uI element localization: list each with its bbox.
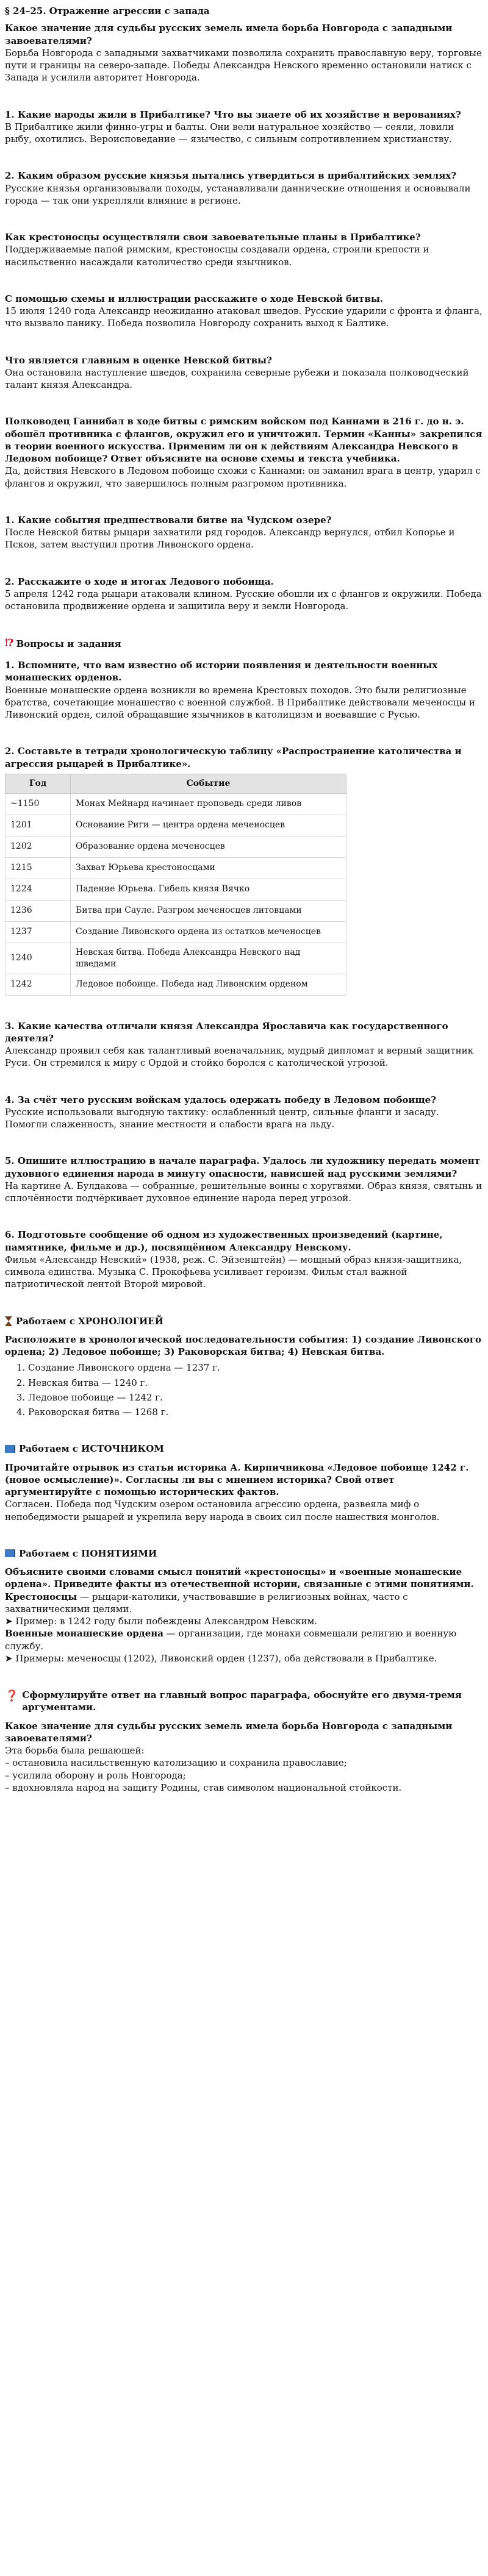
qa-block [5, 415, 483, 490]
cell-event: Создание Ливонского ордена из остатков меченосцев [71, 921, 346, 943]
sources-block [5, 1443, 483, 1523]
question: С помощью схемы и иллюстрации расскажите о ходе Невской битвы. [5, 293, 384, 304]
question: Какое значение для судьбы русских земель имела борьба Новгорода с западными завоевателями? [5, 23, 453, 46]
cell-year: 1242 [5, 974, 71, 995]
tasks-heading [5, 637, 483, 651]
cell-event: Ледовое побоище. Победа над Ливонским орденом [71, 974, 346, 995]
sources-heading-label: Работаем с ИСТОЧНИКОМ [19, 1443, 164, 1455]
table-row [5, 900, 346, 921]
final-heading-label: Сформулируйте ответ на главный вопрос параграфа, обоснуйте его двумя-тремя аргументами. [22, 1689, 462, 1713]
question: 1. Какие события предшествовали битве на Чудском озере? [5, 514, 332, 526]
cell-event: Захват Юрьева крестоносцами [71, 857, 346, 879]
chrono-table [5, 774, 346, 996]
final-intro: Эта борьба была решающей: [5, 1745, 145, 1757]
concept-definition [5, 1627, 483, 1652]
answer: Военные монашеские ордена возникли во времена Крестовых походов. Это были религиозные братства, сочетающие монашество с военной службой. В Прибалтике действовали меченосцы и Ливонский орден, силой обращавшие язычников в католицизм и воевавшие с Русью. [5, 684, 475, 721]
chronology-block [5, 1315, 483, 1419]
hourglass-icon [5, 1316, 12, 1326]
cell-event: Битва при Сауле. Разгром меченосцев литовцами [71, 900, 346, 921]
list-item: 1. Создание Ливонского ордена — 1237 г. [28, 1361, 483, 1374]
qa-block [5, 293, 483, 330]
table-row [5, 857, 346, 879]
cell-year: 1215 [5, 857, 71, 879]
final-point: – остановила насильственную католизацию и сохранила православие; [5, 1757, 347, 1769]
cell-year: 1236 [5, 900, 71, 921]
concept-example: ➤ Пример: в 1242 году были побеждены Александром Невским. [5, 1616, 318, 1627]
question: 2. Каким образом русские князья пытались утвердиться в прибалтийских землях? [5, 170, 457, 182]
list-item: 3. Ледовое побоище — 1242 г. [28, 1391, 483, 1404]
concepts-task: Объясните своими словами смысл понятий «крестоносцы» и «военные монашеские ордена». Приведите факты из отечественной истории, связанные с этими понятиями. [5, 1566, 474, 1590]
cell-year: 1201 [5, 815, 71, 836]
question: Как крестоносцы осуществляли свои завоевательные планы в Прибалтике? [5, 232, 421, 243]
question: 3. Какие качества отличали князя Александра Ярославича как государственного деятеля? [5, 1020, 448, 1044]
table-row [5, 943, 346, 974]
qa-block [5, 22, 483, 84]
table-row [5, 815, 346, 836]
concept-example: ➤ Примеры: меченосцы (1202), Ливонский орден (1237), оба действовали в Прибалтике. [5, 1652, 437, 1664]
question: 2. Составьте в тетради хронологическую таблицу «Распространение католичества и агрессия рыцарей в Прибалтике». [5, 746, 462, 769]
book-icon [5, 1549, 15, 1557]
question-mark-icon: ❓ [5, 1689, 19, 1703]
chronology-task: Расположите в хронологической последовательности события: 1) создание Ливонского ордена; 2) Ледовое побоище; 3) Раковорская битва; 4) Невская битва. [5, 1333, 482, 1358]
cell-year: 1240 [5, 943, 71, 974]
qa-block [5, 1094, 483, 1131]
answer: Александр проявил себя как талантливый военачальник, мудрый дипломат и верный защитник Руси. Он стремился к миру с Ордой и стойко боролся с католической угрозой. [5, 1045, 473, 1069]
answer: После Невской битвы рыцари захватили ряд городов. Александр вернулся, отбил Копорье и Псков, затем выступил против Ливонского ордена. [5, 527, 455, 551]
question: Какое значение для судьбы русских земель имела борьба Новгорода с западными завоевателями? [5, 1720, 453, 1744]
qa-block [5, 659, 483, 721]
question: Полководец Ганнибал в ходе битвы с римским войском под Каннами в 216 г. до н. э. обошёл противника с флангов, окружил его и уничтожил. Термин «Канны» закрепился в теории военного искусства. Применим ли он к действиям Александра Невского в Ледовом побоище? Ответ объясните на основе схемы и текста учебника. [5, 416, 483, 464]
concept-definition [5, 1591, 483, 1616]
qa-block [5, 1229, 483, 1290]
qa-block [5, 231, 483, 268]
sources-heading [5, 1443, 483, 1455]
question: 1. Вспомните, что вам известно об истории появления и деятельности военных монашеских орденов. [5, 660, 438, 683]
question: 1. Какие народы жили в Прибалтике? Что вы знаете об их хозяйстве и верованиях? [5, 109, 461, 120]
tasks-heading-label: Вопросы и задания [16, 638, 121, 649]
concepts-heading-label: Работаем с ПОНЯТИЯМИ [19, 1547, 157, 1559]
answer: 15 июля 1240 года Александр неожиданно атаковал шведов. Русские ударили с фронта и фланга, что вызвало панику. Победа позволила Новгороду сохранить выход к Балтике. [5, 305, 483, 329]
final-point: – вдохновляла народ на защиту Родины, став символом национальной стойкости. [5, 1782, 402, 1793]
concepts-heading [5, 1547, 483, 1560]
sources-task: Прочитайте отрывок из статьи историка А. Кирпичникова «Ледовое побоище 1242 г. (новое осмысление)». Согласны ли вы с мнением историка? Свой ответ аргументируйте с помощью исторических фактов. [5, 1461, 469, 1498]
cell-year: 1202 [5, 836, 71, 857]
answer: Борьба Новгорода с западными захватчиками позволила сохранить православную веру, торговые пути и границы на северо-западе. Победы Александра Невского временно остановили натиск с Запада и усилили авторитет Новгорода. [5, 47, 482, 84]
qa-block [5, 354, 483, 391]
question: 2. Расскажите о ходе и итогах Ледового побоища. [5, 576, 274, 587]
question: Что является главным в оценке Невской битвы? [5, 354, 272, 366]
concepts-block [5, 1547, 483, 1664]
cell-year: ~1150 [5, 793, 71, 815]
cell-event: Невская битва. Победа Александра Невского над шведами [71, 943, 346, 974]
list-item: 4. Раковорская битва — 1268 г. [28, 1406, 483, 1418]
final-block [5, 1689, 483, 1794]
concept-text: — организации, где монахи совмещали религию и военную службу. [5, 1628, 457, 1652]
table-row [5, 879, 346, 900]
chronology-list [5, 1361, 483, 1418]
concept-term: Военные монашеские ордена [5, 1628, 163, 1639]
list-item: 2. Невская битва — 1240 г. [28, 1377, 483, 1389]
qa-block [5, 1155, 483, 1204]
concept-text: — рыцари-католики, участвовавшие в религиозных войнах, часто с захватническими целями. [5, 1591, 408, 1614]
chrono-table-block [5, 745, 483, 995]
book-icon [5, 1445, 15, 1453]
cell-event: Образование ордена меченосцев [71, 836, 346, 857]
qa-block [5, 514, 483, 551]
cell-event: Монах Мейнард начинает проповедь среди ливов [71, 793, 346, 815]
qa-block [5, 1020, 483, 1069]
answer: Русские князья организовывали походы, устанавливали даннические отношения и основывали города — так они укрепляли влияние в регионе. [5, 182, 471, 206]
cell-event: Падение Юрьева. Гибель князя Вячко [71, 879, 346, 900]
answer: Она остановила наступление шведов, сохранила северные рубежи и показала полководческий талант князя Александра. [5, 366, 469, 390]
answer: Фильм «Александр Невский» (1938, реж. С. Эйзенштейн) — мощный образ князя-защитника, символа единства. Музыка С. Прокофьева усиливает героизм. Фильм стал важной патриотической лентой Второй мировой. [5, 1254, 462, 1290]
table-row [5, 921, 346, 943]
qa-block [5, 109, 483, 146]
answer: В Прибалтике жили финно-угры и балты. Они вели натуральное хозяйство — сеяли, ловили рыбу, охотились. Вероисповедание — язычество, с сильным сопротивлением христианству. [5, 121, 454, 144]
chronology-heading [5, 1315, 483, 1327]
table-row [5, 974, 346, 995]
cell-event: Основание Риги — центра ордена меченосцев [71, 815, 346, 836]
question: 4. За счёт чего русским войскам удалось одержать победу в Ледовом побоище? [5, 1094, 437, 1105]
answer: 5 апреля 1242 года рыцари атаковали клином. Русские обошли их с флангов и окружили. Победа остановила продвижение ордена и защитила веру и земли Новгорода. [5, 588, 482, 612]
answer: Русские использовали выгодную тактику: ослабленный центр, сильные фланги и засаду. Помогли слаженность, знание местности и слабости врага на льду. [5, 1106, 439, 1130]
concept-term: Крестоносцы [5, 1591, 77, 1602]
sources-answer: Согласен. Победа под Чудским озером остановила агрессию ордена, развеяла миф о непобедимости рыцарей и укрепила веру народа в своих сил после нашествия монголов. [5, 1499, 440, 1522]
answer: На картине А. Булдакова — собранные, решительные воины с хоругвями. Образ князя, святынь и сплочённости подчёркивает духовное единение народа перед угрозой. [5, 1180, 483, 1204]
page-title: § 24–25. Отражение агрессии с запада [5, 5, 210, 16]
answer: Поддерживаемые папой римским, крестоносцы создавали ордена, строили крепости и насильственно насаждали католичество среди язычников. [5, 244, 429, 268]
table-row [5, 793, 346, 815]
final-heading [5, 1689, 483, 1714]
column-header-event: Событие [71, 774, 346, 793]
question: 6. Подготовьте сообщение об одном из художественных произведений (картине, памятнике, фильме и др.), посвящённом Александру Невскому. [5, 1229, 443, 1253]
exclamation-question-icon: ⁉ [5, 637, 14, 650]
cell-year: 1237 [5, 921, 71, 943]
qa-block [5, 169, 483, 207]
table-header-row [5, 774, 346, 793]
final-point: – усилила оборону и роль Новгорода; [5, 1769, 186, 1781]
table-row [5, 836, 346, 857]
question: 5. Опишите иллюстрацию в начале параграфа. Удалось ли художнику передать момент духовного единения народа в минуту опасности, нависшей над русскими землями? [5, 1155, 481, 1179]
column-header-year: Год [5, 774, 71, 793]
qa-block [5, 576, 483, 613]
cell-year: 1224 [5, 879, 71, 900]
chronology-heading-label: Работаем с ХРОНОЛОГИЕЙ [16, 1315, 163, 1327]
answer: Да, действия Невского в Ледовом побоище схожи с Каннами: он заманил врага в центр, ударил с флангов и окружил, что завершилось полным разгромом противника. [5, 465, 481, 489]
